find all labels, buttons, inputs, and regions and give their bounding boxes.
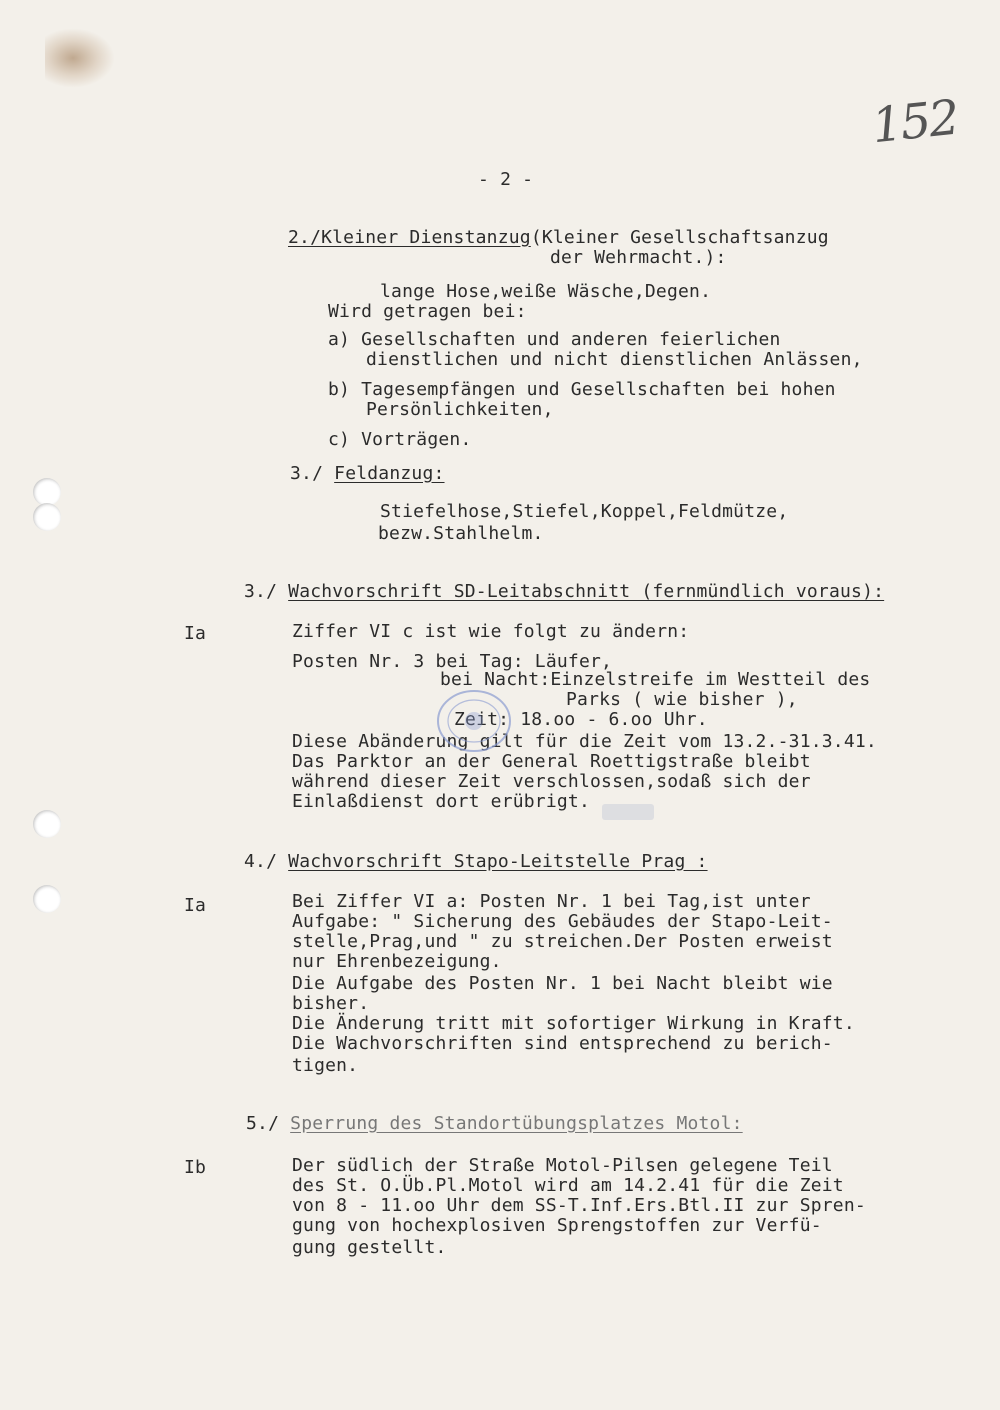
item-3-heading xyxy=(290,464,445,484)
section-5-line1: Der südlich der Straße Motol-Pilsen gelegene Teil xyxy=(292,1155,833,1176)
punch-hole xyxy=(33,810,61,838)
section-4-line3: stelle,Prag,und " zu streichen.Der Posten erweist xyxy=(292,931,833,952)
item-2-title: 2./Kleiner Dienstanzug xyxy=(288,227,531,248)
section-3-line1: Ziffer VI c ist wie folgt zu ändern: xyxy=(292,621,690,642)
section-3-heading xyxy=(244,582,884,602)
punch-hole xyxy=(33,503,61,531)
section-3-line6: Diese Abänderung gilt für die Zeit vom 13.2.-31.3.41. xyxy=(292,731,877,752)
item-3-desc-line1: Stiefelhose,Stiefel,Koppel,Feldmütze, xyxy=(380,501,789,522)
item-2-title-rest: (Kleiner Gesellschaftsanzug xyxy=(530,227,829,248)
faint-ink-stamp xyxy=(600,800,656,824)
item-2-a-line1: a) Gesellschaften und anderen feierlichen xyxy=(328,329,781,350)
section-5-line5: gung gestellt. xyxy=(292,1237,447,1258)
section-4-margin-code: Ia xyxy=(184,895,207,916)
rust-stain xyxy=(45,28,115,88)
page-header: - 2 - xyxy=(478,169,534,190)
section-4-line5: Die Aufgabe des Posten Nr. 1 bei Nacht bleibt wie xyxy=(292,973,833,994)
section-4-line6: bisher. xyxy=(292,993,370,1014)
section-3-line3: bei Nacht:Einzelstreife im Westteil des xyxy=(440,669,871,690)
round-office-seal xyxy=(435,688,513,754)
section-5-number: 5./ xyxy=(246,1113,291,1134)
item-2-heading xyxy=(288,228,829,248)
section-3-line2: Posten Nr. 3 bei Tag: Läufer, xyxy=(292,651,613,672)
section-4-number: 4./ xyxy=(244,851,289,872)
item-3-number: 3./ xyxy=(290,463,335,484)
section-4-heading xyxy=(244,852,708,872)
section-3-line7: Das Parktor an der General Roettigstraße bleibt xyxy=(292,751,811,772)
punch-hole xyxy=(33,478,61,506)
section-3-margin-code: Ia xyxy=(184,623,207,644)
item-2-title-line2: der Wehrmacht.): xyxy=(550,247,727,268)
section-4-line8: Die Wachvorschriften sind entsprechend zu berich- xyxy=(292,1033,833,1054)
section-5-margin-code: Ib xyxy=(184,1157,207,1178)
item-2-c-line1: c) Vorträgen. xyxy=(328,429,472,450)
section-3-line8: während dieser Zeit verschlossen,sodaß sich der xyxy=(292,771,811,792)
item-2-worn-at: Wird getragen bei: xyxy=(328,301,527,322)
section-4-title: Wachvorschrift Stapo-Leitstelle Prag : xyxy=(288,851,708,872)
item-3-title: Feldanzug: xyxy=(334,463,445,484)
section-4-line9: tigen. xyxy=(292,1055,359,1076)
section-3-number: 3./ xyxy=(244,581,289,602)
section-5-line4: gung von hochexplosiven Sprengstoffen zur Verfü- xyxy=(292,1215,822,1236)
section-5-heading xyxy=(246,1114,743,1134)
item-2-b-line1: b) Tagesempfängen und Gesellschaften bei hohen xyxy=(328,379,836,400)
section-4-line2: Aufgabe: " Sicherung des Gebäudes der Stapo-Leit- xyxy=(292,911,833,932)
section-4-line1: Bei Ziffer VI a: Posten Nr. 1 bei Tag,ist unter xyxy=(292,891,811,912)
section-5-title: Sperrung des Standortübungsplatzes Motol: xyxy=(290,1113,743,1134)
section-5-line2: des St. O.Üb.Pl.Motol wird am 14.2.41 für die Zeit xyxy=(292,1175,844,1196)
section-5-line3: von 8 - 11.oo Uhr dem SS-T.Inf.Ers.Btl.II zur Spren- xyxy=(292,1195,866,1216)
item-2-b-line2: Persönlichkeiten, xyxy=(366,399,554,420)
section-3-line5: Zeit: 18.oo - 6.oo Uhr. xyxy=(454,709,708,730)
item-2-a-line2: dienstlichen und nicht dienstlichen Anlässen, xyxy=(366,349,863,370)
section-4-line7: Die Änderung tritt mit sofortiger Wirkung in Kraft. xyxy=(292,1013,855,1034)
item-3-desc-line2: bezw.Stahlhelm. xyxy=(378,523,544,544)
section-4-line4: nur Ehrenbezeigung. xyxy=(292,951,502,972)
section-3-line9: Einlaßdienst dort erübrigt. xyxy=(292,791,590,812)
section-3-line4: Parks ( wie bisher ), xyxy=(566,689,798,710)
item-2-description: lange Hose,weiße Wäsche,Degen. xyxy=(380,281,712,302)
section-3-title: Wachvorschrift SD-Leitabschnitt (fernmündlich voraus): xyxy=(288,581,885,602)
handwritten-page-number: 152 xyxy=(869,89,961,155)
punch-hole xyxy=(33,885,61,913)
